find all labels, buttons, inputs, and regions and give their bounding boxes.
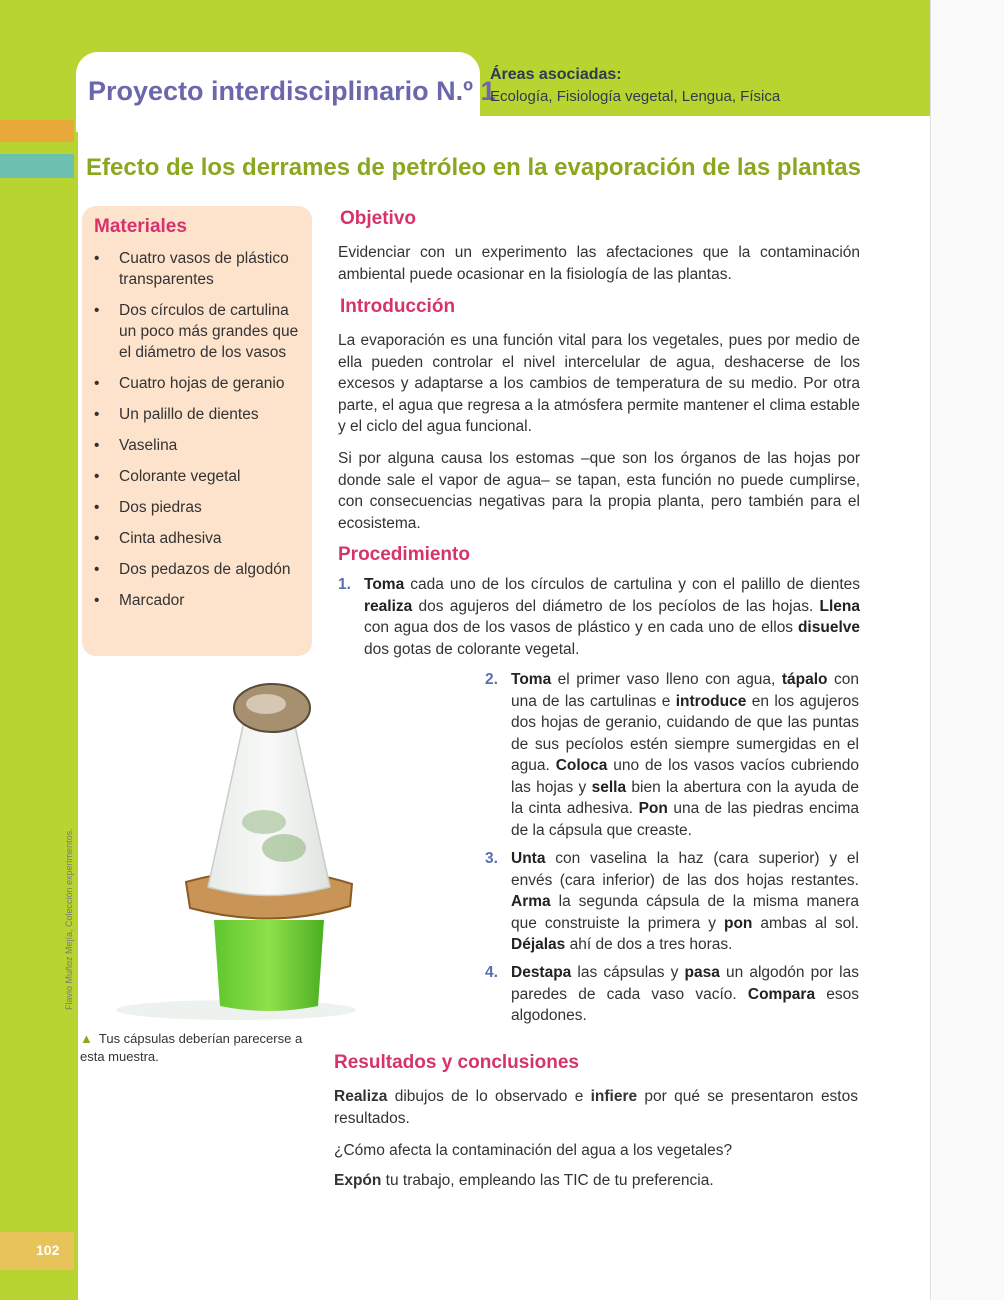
- triangle-icon: ▲: [80, 1031, 93, 1046]
- procedimiento-heading: Procedimiento: [338, 544, 470, 565]
- procedure-step-1: 1. Toma cada uno de los círculos de cartulina y con el palillo de dientes realiza dos agujeros del diámetro de los pecíolos de las hojas. Llena con agua dos de los vasos de plástico y en cada uno de ellos disuelve dos gotas de colorante vegetal.: [338, 576, 860, 658]
- step-number: 3.: [485, 850, 498, 867]
- material-item: • Cinta adhesiva: [94, 528, 304, 549]
- material-item: • Colorante vegetal: [94, 466, 304, 487]
- step-number: 1.: [338, 576, 351, 593]
- left-green-band: [0, 0, 78, 1300]
- material-item: • Dos pedazos de algodón: [94, 559, 304, 580]
- experiment-photo: [86, 672, 386, 1024]
- areas-label: Áreas asociadas:: [490, 66, 622, 83]
- procedure-step-3: 3. Unta con vaselina la haz (cara superior) y el envés (cara inferior) de las dos hojas restantes. Arma la segunda cápsula de la misma manera que construiste la primera y pon ambas al sol. Déjalas ahí de dos a tres horas.: [485, 850, 859, 953]
- introduccion-paragraph-1: La evaporación es una función vital para los vegetales, pues por medio de ella pueden controlar el nivel intercelular de agua, deshacerse de los excesos y adaptarse a los cambios de temperatura de su medio. Por otra parte, el agua que regresa a la atmósfera permite mantener el clima estable y el ciclo del agua funcional.: [338, 332, 860, 435]
- step-number: 2.: [485, 671, 498, 688]
- materials-heading: Materiales: [94, 216, 187, 237]
- areas-list: Ecología, Fisiología vegetal, Lengua, Física: [490, 88, 781, 105]
- material-item: • Cuatro vasos de plástico transparentes: [94, 248, 304, 290]
- main-title: Efecto de los derrames de petróleo en la evaporación de las plantas: [86, 154, 861, 181]
- right-page-edge: [930, 0, 1004, 1300]
- introduccion-paragraph-2: Si por alguna causa los estomas –que son los órganos de las hojas por donde sale el vapor de agua– se tapan, esta función no puede cumplirse, con consecuencias negativas para la propia planta, pero también para el ecosistema.: [338, 450, 860, 532]
- project-title: Proyecto interdisciplinario N.º 1: [88, 76, 496, 106]
- photo-caption: ▲ Tus cápsulas deberían parecerse a esta muestra.: [80, 1031, 303, 1064]
- resultados-paragraph-1: Realiza dibujos de lo observado e infiere por qué se presentaron estos resultados.: [334, 1088, 858, 1127]
- introduccion-heading: Introducción: [340, 296, 456, 317]
- material-item: • Dos piedras: [94, 497, 304, 518]
- material-item: • Dos círculos de cartulina un poco más grandes que el diámetro de los vasos: [94, 300, 304, 363]
- page-number: 102: [36, 1242, 60, 1258]
- resultados-heading: Resultados y conclusiones: [334, 1052, 579, 1073]
- material-item: • Un palillo de dientes: [94, 404, 304, 425]
- procedure-step-4: 4. Destapa las cápsulas y pasa un algodón por las paredes de cada vaso vacío. Compara esos algodones.: [485, 964, 859, 1024]
- procedure-step-2: 2. Toma el primer vaso lleno con agua, tápalo con una de las cartulinas e introduce en los agujeros dos hojas de geranio, cuidando de que las puntas de sus pecíolos estén siempre sumergidas en el agua. Coloca uno de los vasos vacíos cubriendo las hojas y sella bien la abertura con la ayuda de la cinta adhesiva. Pon una de las piedras encima de la cápsula que creaste.: [485, 671, 860, 839]
- resultados-paragraph-3: Expón tu trabajo, empleando las TIC de tu preferencia.: [334, 1172, 714, 1189]
- materials-list: [94, 248, 304, 621]
- page-number-tab: [0, 1232, 74, 1270]
- material-item: • Vaselina: [94, 435, 304, 456]
- material-item: • Cuatro hojas de geranio: [94, 373, 304, 394]
- orange-side-tab: [0, 120, 74, 142]
- resultados-paragraph-2: ¿Cómo afecta la contaminación del agua a los vegetales?: [334, 1142, 733, 1159]
- photo-credit: Flavio Muñoz Mejía, Colección experimentos.: [64, 828, 74, 1010]
- associated-areas: [490, 66, 780, 105]
- step-number: 4.: [485, 964, 498, 981]
- material-item: • Marcador: [94, 590, 304, 611]
- objetivo-heading: Objetivo: [340, 208, 417, 229]
- teal-side-tab: [0, 154, 74, 178]
- objetivo-text: Evidenciar con un experimento las afectaciones que la contaminación ambiental puede ocasionar en la fisiología de las plantas.: [338, 244, 860, 283]
